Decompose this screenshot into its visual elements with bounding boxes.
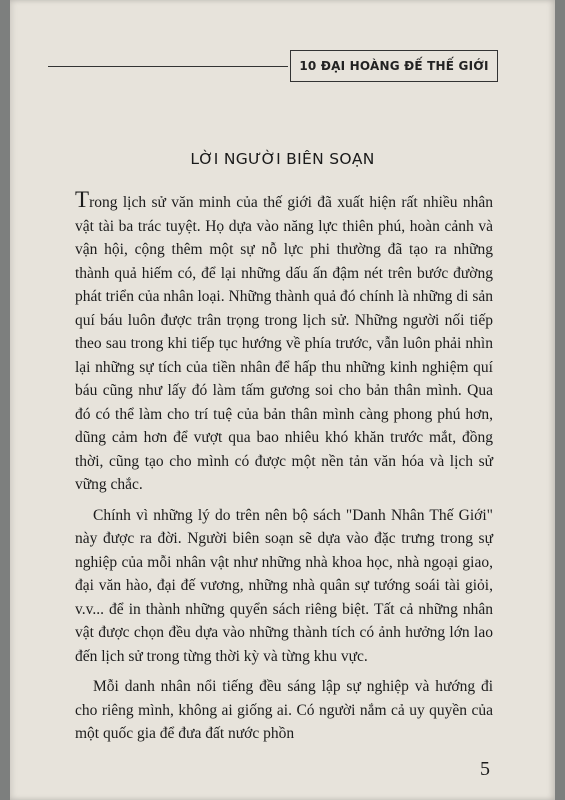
page-number: 5 (480, 758, 490, 780)
paragraph-1 (75, 187, 493, 497)
paragraph-3: Mỗi danh nhân nổi tiếng đều sáng lập sự nghiệp và hướng đi cho riêng mình, không ai giống ai. Có người nắm cả uy quyền của một quốc gia để đưa đất nước phồn (75, 678, 493, 742)
running-header: 10 ĐẠI HOÀNG ĐẾ THẾ GIỚI (290, 50, 498, 82)
paragraph-2: Chính vì những lý do trên nên bộ sách "Danh Nhân Thế Giới" này được ra đời. Người biên soạn sẽ dựa vào đặc trưng trong sự nghiệp của mỗi nhân vật như những nhà khoa học, nhà ngoại giao, đại văn hào, đại đế vương, những nhà quân sự tướng soái tài giỏi, v.v... để in thành những quyển sách riêng biệt. Tất cả những nhân vật được chọn đều dựa vào những thành tích có ảnh hưởng lớn lao đến lịch sử trong từng thời kỳ và từng khu vực. (75, 506, 493, 665)
header-rule (48, 66, 288, 67)
book-page (10, 0, 555, 800)
drop-cap: T (75, 187, 90, 212)
body-text (75, 187, 493, 746)
paragraph-1-text: rong lịch sử văn minh của thế giới đã xuất hiện rất nhiều nhân vật tài ba trác tuyệt. Họ dựa vào năng lực thiên phú, hoàn cảnh và vận hội, cộng thêm một sự nỗ lực phi thường đã tạo ra những thành quả hiếm có, để lại những dấu ấn đậm nét trên bước đường phát triển của nhân loại. Những thành quả đó chính là những di sản quí báu luôn được trân trọng trong lịch sử. Những người nối tiếp theo sau trong khi tiếp tục hướng về phía trước, vẫn luôn phải nhìn lại những sự tích của tiền nhân để hấp thu những kinh nghiệm quí báu cũng như lấy đó làm tấm gương soi cho bản thân mình. Qua đó có thể làm cho trí tuệ của bản thân mình càng phong phú hơn, dũng cảm hơn để vượt qua bao nhiêu khó khăn trước mắt, đồng thời, cũng tạo cho mình có được một nền tản văn hóa và lịch sử vững chắc. (75, 194, 493, 493)
section-title: LỜI NGƯỜI BIÊN SOẠN (190, 150, 375, 168)
